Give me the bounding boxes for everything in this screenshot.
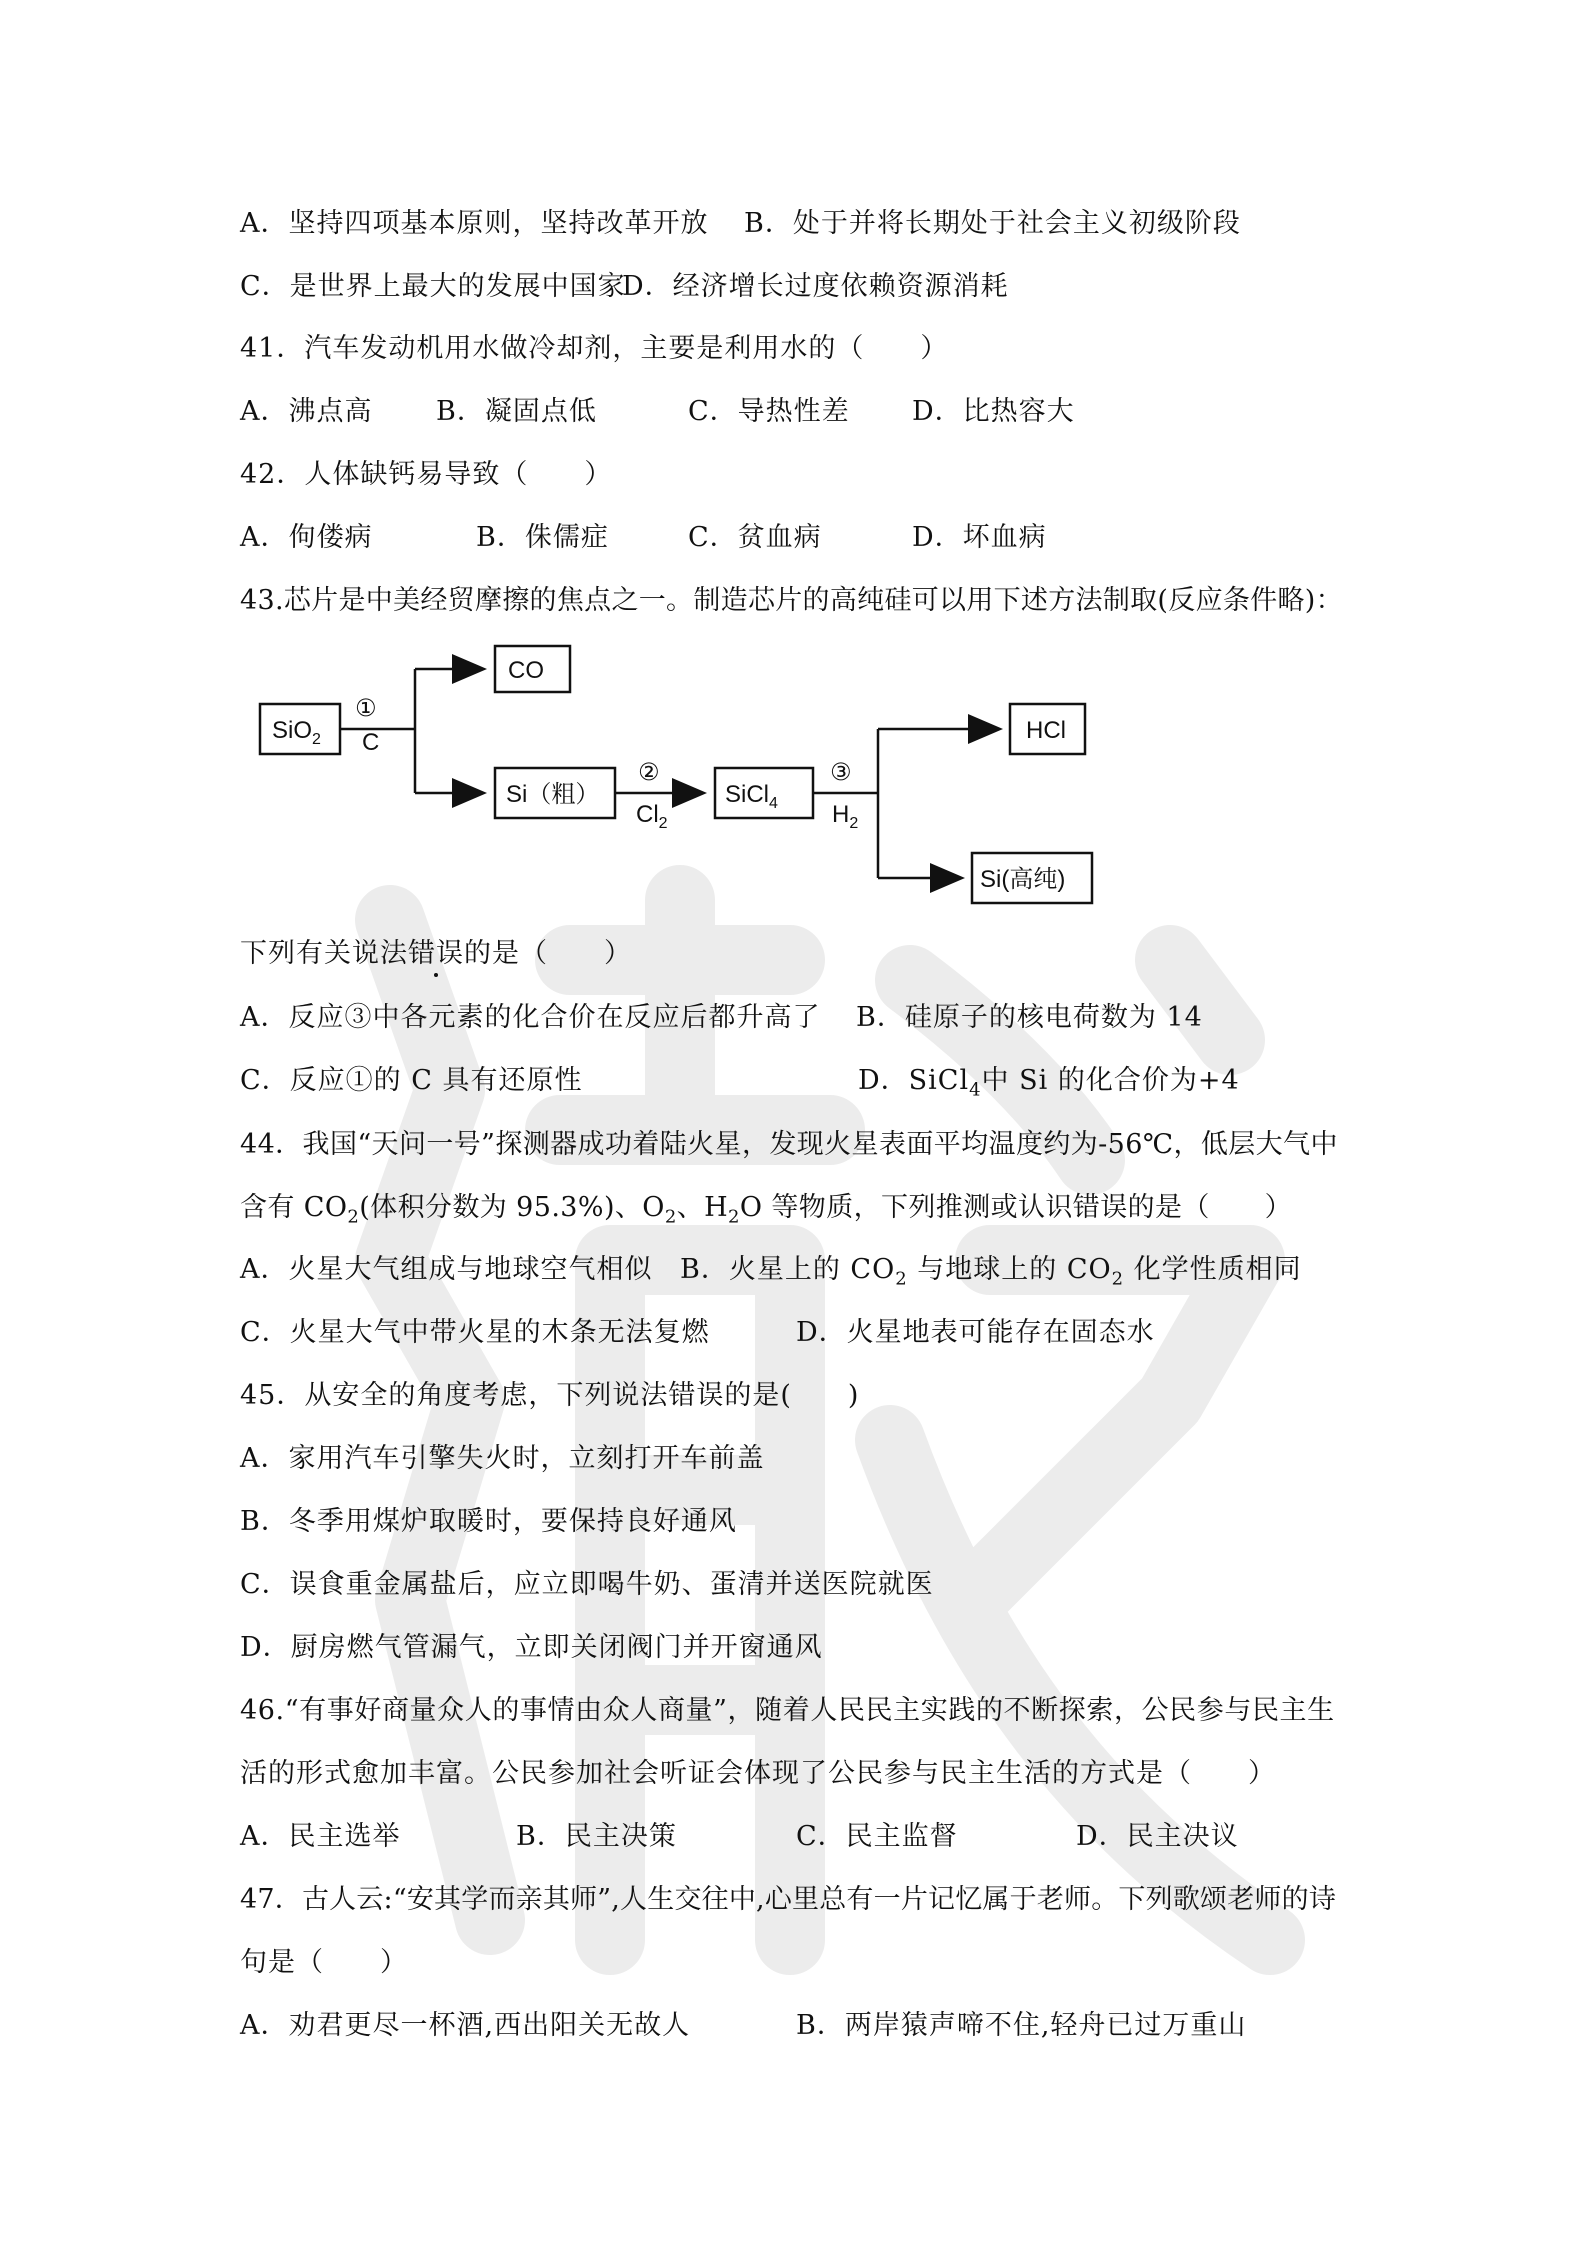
label-reagent-c: C [362, 729, 380, 756]
q45-stem: 45．从安全的角度考虑，下列说法错误的是( ) [240, 1380, 860, 1411]
q42-option-a[interactable]: A．佝偻病 [240, 522, 373, 553]
label-si-pure: Si(高纯) [980, 866, 1066, 893]
q41-option-d[interactable]: D．比热容大 [912, 396, 1075, 427]
q43-option-c[interactable]: C．反应①的 C 具有还原性 [240, 1065, 583, 1096]
label-si-crude: Si（粗） [506, 781, 600, 808]
q46-option-d[interactable]: D．民主决议 [1076, 1821, 1239, 1852]
label-co: CO [508, 657, 544, 684]
q42-option-d[interactable]: D．坏血病 [912, 522, 1047, 553]
q45-option-c[interactable]: C．误食重金属盐后，应立即喝牛奶、蛋清并送医院就医 [240, 1569, 934, 1600]
q45-option-b[interactable]: B．冬季用煤炉取暖时，要保持良好通风 [240, 1506, 737, 1537]
q42-option-b[interactable]: B．侏儒症 [476, 522, 609, 553]
q43-option-d[interactable]: D．SiCl$_4$中 Si 的化合价为+4 [858, 1065, 1240, 1101]
q44-option-b[interactable]: B．火星上的 $CO_2$ 与地球上的 $CO_2$ 化学性质相同 [680, 1254, 1302, 1290]
emphasis-dots: 错误 [408, 938, 464, 969]
label-reagent-cl2: $Cl_2$ [636, 801, 668, 832]
q43-sub-stem: 下列有关说法错误的是（ ） [240, 938, 632, 969]
q41-stem: 41．汽车发动机用水做冷却剂，主要是利用水的（ ） [240, 333, 949, 364]
q43-option-b[interactable]: B．硅原子的核电荷数为 14 [856, 1002, 1203, 1033]
q40-option-c[interactable]: C．是世界上最大的发展中国家 [240, 271, 626, 302]
q44-stem-line-1: 44．我国“天问一号”探测器成功着陆火星，发现火星表面平均温度约为-56℃，低层大气中 [240, 1129, 1338, 1160]
q40-option-b[interactable]: B．处于并将长期处于社会主义初级阶段 [744, 208, 1241, 239]
silicon-production-flow-diagram [250, 638, 1130, 908]
q40-option-a[interactable]: A．坚持四项基本原则，坚持改革开放 [240, 208, 709, 239]
q46-option-c[interactable]: C．民主监督 [796, 1821, 958, 1852]
q47-option-b[interactable]: B．两岸猿声啼不住,轻舟已过万重山 [796, 2010, 1247, 2041]
q42-option-c[interactable]: C．贫血病 [688, 522, 822, 553]
q46-option-b[interactable]: B．民主决策 [516, 1821, 677, 1852]
q41-option-a[interactable]: A．沸点高 [240, 396, 373, 427]
label-hcl: HCl [1026, 717, 1066, 744]
q45-option-a[interactable]: A．家用汽车引擎失火时，立刻打开车前盖 [240, 1443, 765, 1474]
label-sicl4: SiCl$_4$ [725, 781, 778, 812]
q44-option-d[interactable]: D．火星地表可能存在固态水 [796, 1317, 1155, 1348]
q46-stem-line-1: 46.“有事好商量众人的事情由众人商量”，随着人民民主实践的不断探索，公民参与民主生 [240, 1695, 1335, 1726]
q40-option-d[interactable]: D．经济增长过度依赖资源消耗 [622, 271, 1009, 302]
label-reagent-h2: $H_2$ [832, 801, 859, 832]
q43-option-a[interactable]: A．反应③中各元素的化合价在反应后都升高了 [240, 1002, 821, 1033]
q46-option-a[interactable]: A．民主选举 [240, 1821, 401, 1852]
q44-option-c[interactable]: C．火星大气中带火星的木条无法复燃 [240, 1317, 710, 1348]
q43-stem: 43.芯片是中美经贸摩擦的焦点之一。制造芯片的高纯硅可以用下述方法制取(反应条件略)： [240, 585, 1343, 616]
q47-option-a[interactable]: A．劝君更尽一杯酒,西出阳关无故人 [240, 2010, 691, 2041]
q44-stem-line-2: 含有 $CO_2$(体积分数为 95.3%)、$O_2$、$H_2O$ 等物质，下列推测或认识错误的是（ ） [240, 1192, 1293, 1228]
q47-stem-line-2: 句是（ ） [240, 1947, 408, 1978]
label-step-3: ③ [830, 759, 852, 786]
q47-stem-line-1: 47．古人云:“安其学而亲其师”,人生交往中,心里总有一片记忆属于老师。下列歌颂老师的诗 [240, 1884, 1337, 1915]
label-step-2: ② [638, 759, 660, 786]
q45-option-d[interactable]: D．厨房燃气管漏气，立即关闭阀门并开窗通风 [240, 1632, 823, 1663]
q46-stem-line-2: 活的形式愈加丰富。公民参加社会听证会体现了公民参与民主生活的方式是（ ） [240, 1758, 1276, 1789]
label-sio2: SiO$_2$ [272, 717, 321, 748]
label-step-1: ① [355, 695, 377, 722]
q44-option-a[interactable]: A．火星大气组成与地球空气相似 [240, 1254, 653, 1285]
q41-option-c[interactable]: C．导热性差 [688, 396, 850, 427]
q42-stem: 42．人体缺钙易导致（ ） [240, 459, 613, 490]
q41-option-b[interactable]: B．凝固点低 [436, 396, 597, 427]
